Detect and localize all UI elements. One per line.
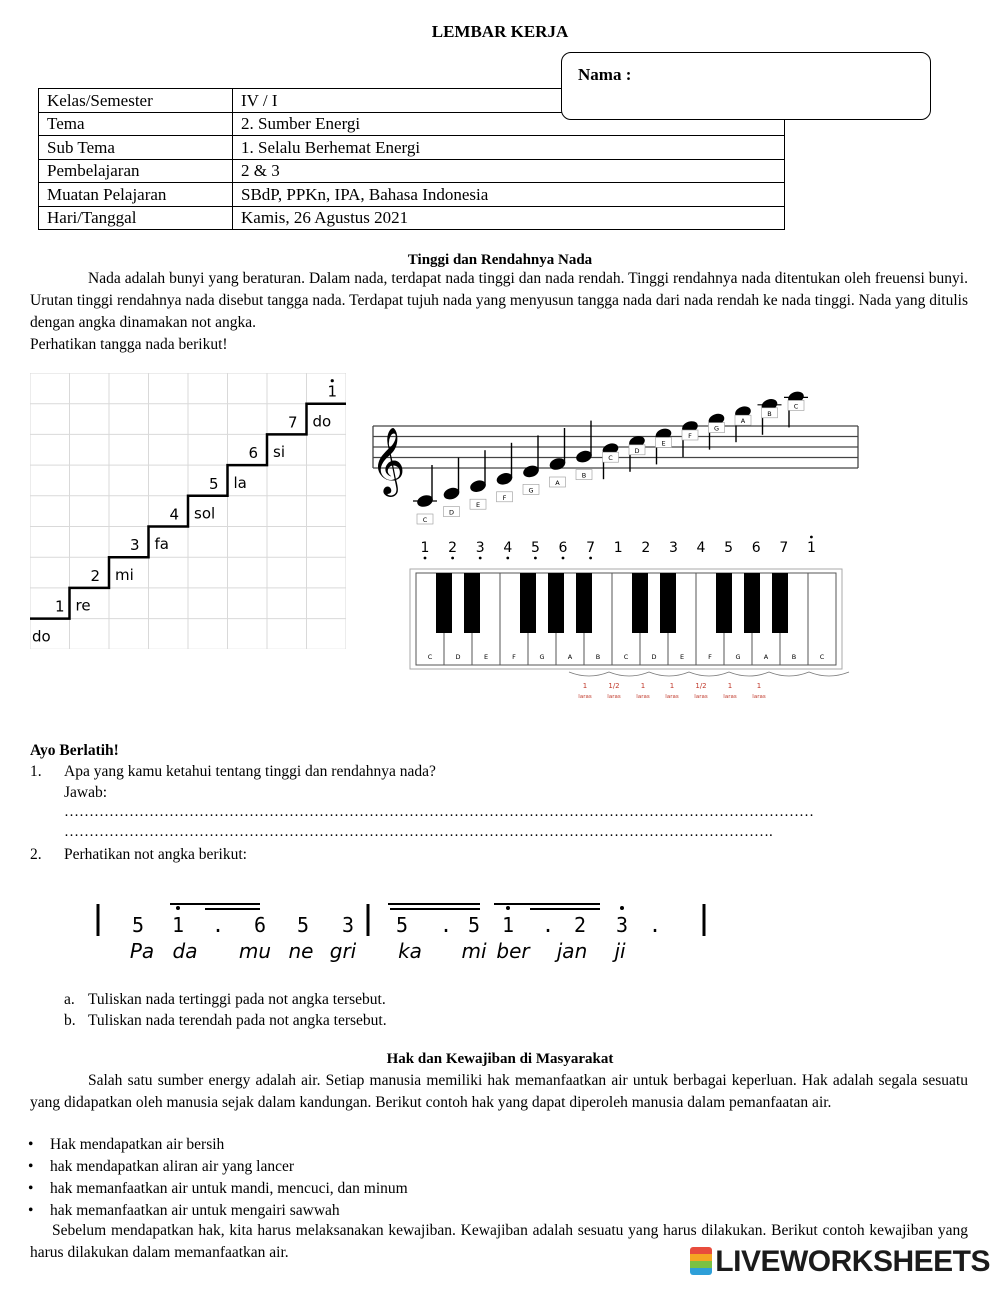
stair-number: 5 bbox=[208, 474, 219, 493]
info-value: Kamis, 26 Agustus 2021 bbox=[233, 206, 785, 230]
q1-number: 1. bbox=[30, 763, 42, 780]
treble-clef-icon: 𝄞 bbox=[371, 426, 406, 494]
info-label: Pembelajaran bbox=[39, 159, 233, 183]
interval-value: 1/2 bbox=[608, 682, 620, 690]
staff-piano-figure bbox=[363, 380, 871, 710]
interval-value: 1/2 bbox=[695, 682, 707, 690]
lyric-syllable: ne bbox=[288, 939, 314, 963]
interval-value: 1 bbox=[669, 682, 675, 690]
stair-syllable: do bbox=[312, 412, 332, 431]
section1-instruction: Perhatikan tangga nada berikut! bbox=[30, 336, 228, 353]
solfege-staircase bbox=[30, 373, 346, 649]
notation-note: 5 bbox=[395, 913, 409, 937]
interval-unit: laras bbox=[578, 694, 592, 700]
stair-syllable: la bbox=[233, 473, 247, 492]
lyric-syllable: ji bbox=[614, 939, 626, 963]
staff-note-label: C bbox=[793, 402, 799, 411]
section1-heading: Tinggi dan Rendahnya Nada bbox=[407, 252, 593, 268]
info-label: Kelas/Semester bbox=[39, 89, 233, 113]
notation-note: 5 bbox=[131, 913, 145, 937]
answer-label: Jawab: bbox=[64, 784, 108, 801]
interval-value: 1 bbox=[640, 682, 646, 690]
staff-note-label: F bbox=[502, 493, 507, 502]
interval-value: 1 bbox=[727, 682, 733, 690]
piano-keyboard bbox=[410, 569, 842, 669]
notation-note: 3 bbox=[341, 913, 355, 937]
staff-note-label: B bbox=[581, 471, 587, 480]
stair-number: 6 bbox=[248, 444, 259, 463]
stair-number: 1 bbox=[54, 597, 65, 616]
interval-value: 1 bbox=[756, 682, 762, 690]
notation-note: 3 bbox=[615, 913, 629, 937]
black-key bbox=[632, 573, 648, 633]
black-key bbox=[744, 573, 760, 633]
section1-paragraph: Nada adalah bunyi yang beraturan. Dalam nada, terdapat nada tinggi dan nada rendah. Tinggi rendahnya nada ditentukan oleh freuensi bunyi. Urutan tinggi rendahnya nada disebut tangga nada. Terdapat tujuh nada yang menyusun tangga nada dari nada rendah ke nada tinggi. Nada yang ditulis dengan angka dinamakan not angka. bbox=[30, 270, 968, 331]
stair-syllable: do bbox=[32, 627, 51, 646]
piano-number: 6 bbox=[558, 540, 568, 556]
black-key bbox=[464, 573, 480, 633]
piano-key-label: F bbox=[512, 653, 516, 661]
lyric-syllable: mu bbox=[238, 939, 272, 963]
piano-key-label: G bbox=[539, 653, 545, 661]
stair-number: 1 bbox=[327, 382, 338, 401]
piano-key-label: C bbox=[819, 653, 825, 661]
black-key bbox=[520, 573, 536, 633]
interval-unit: laras bbox=[723, 694, 737, 700]
info-value: 2. Sumber Energi bbox=[233, 112, 785, 136]
name-label: Nama : bbox=[578, 65, 632, 84]
interval-unit: laras bbox=[607, 694, 621, 700]
staff-note-label: C bbox=[608, 454, 613, 463]
staff-note-label: E bbox=[661, 439, 666, 448]
interval-unit: laras bbox=[752, 694, 766, 700]
lyric-syllable: Pa bbox=[129, 939, 155, 963]
interval-labels bbox=[569, 672, 849, 700]
q2b-letter: b. bbox=[64, 1012, 76, 1029]
piano-number: 5 bbox=[530, 540, 540, 556]
piano-number: 4 bbox=[696, 540, 706, 556]
lyric-syllable: jan bbox=[556, 939, 588, 963]
piano-number: 4 bbox=[503, 540, 513, 556]
music-staff bbox=[371, 390, 858, 524]
piano-number: 1 bbox=[420, 540, 430, 556]
q2-text: Perhatikan not angka berikut: bbox=[64, 846, 247, 863]
notation-note: 2 bbox=[573, 913, 587, 937]
piano-key-label: D bbox=[455, 653, 461, 661]
notation-note: . bbox=[439, 913, 453, 937]
q1-text: Apa yang kamu ketahui tentang tinggi dan rendahnya nada? bbox=[64, 763, 436, 780]
interval-unit: laras bbox=[636, 694, 650, 700]
white-key bbox=[808, 573, 836, 665]
logo-mark-icon bbox=[690, 1247, 712, 1275]
info-label: Sub Tema bbox=[39, 136, 233, 160]
staff-note-label: G bbox=[528, 486, 534, 495]
exercise-heading: Ayo Berlatih! bbox=[30, 742, 119, 759]
q2a-letter: a. bbox=[64, 991, 75, 1008]
list-item: • hak memanfaatkan air untuk mengairi sawwah bbox=[26, 1200, 926, 1222]
section2-closing: Sebelum mendapatkan hak, kita harus melaksanakan kewajiban. Kewajiban adalah sesuatu yang harus dilakukan. Berikut contoh kewajiban yang harus dilakukan dalam memanfaatkan air. bbox=[30, 1222, 968, 1261]
info-value: IV / I bbox=[233, 89, 785, 113]
piano-number: 2 bbox=[448, 540, 458, 556]
table-row bbox=[39, 136, 785, 160]
stair-syllable: si bbox=[273, 443, 285, 462]
section2-paragraph: Salah satu sumber energy adalah air. Setiap manusia memiliki hak memanfaatkan air untuk berbagai keperluan. Hak adalah segala sesuatu yang didapatkan oleh manusia sejak dalam kandungan. Berikut contoh hak yang dapat diperoleh manusia dalam pemanfaatan air. bbox=[30, 1072, 968, 1111]
stair-number: 3 bbox=[129, 536, 140, 555]
number-notation bbox=[90, 890, 720, 970]
piano-number: 5 bbox=[724, 540, 734, 556]
info-label: Hari/Tanggal bbox=[39, 206, 233, 230]
piano-number: 2 bbox=[641, 540, 651, 556]
page-title: LEMBAR KERJA bbox=[431, 22, 569, 41]
notation-note: 5 bbox=[296, 913, 310, 937]
lyric-syllable: mi bbox=[461, 939, 487, 963]
q2a-text: Tuliskan nada tertinggi pada not angka tersebut. bbox=[88, 991, 386, 1008]
list-item: • hak mendapatkan aliran air yang lancer bbox=[26, 1156, 926, 1178]
list-item: • Hak mendapatkan air bersih bbox=[26, 1134, 926, 1156]
logo-text: LIVEWORKSHEETS bbox=[715, 1245, 990, 1278]
piano-number: 7 bbox=[779, 540, 789, 556]
interval-unit: laras bbox=[694, 694, 708, 700]
piano-number: 7 bbox=[586, 540, 596, 556]
piano-key-label: F bbox=[708, 653, 712, 661]
piano-key-label: B bbox=[595, 653, 601, 661]
info-value: 2 & 3 bbox=[233, 159, 785, 183]
piano-key-label: E bbox=[483, 653, 489, 661]
answer-line-2[interactable]: ……………………………………………………………………………………………………………………………. bbox=[64, 824, 773, 840]
piano-key-label: A bbox=[763, 653, 769, 661]
table-row bbox=[39, 206, 785, 230]
piano-number: 1 bbox=[806, 540, 816, 556]
black-key bbox=[548, 573, 564, 633]
staff-note-label: F bbox=[688, 432, 692, 440]
rights-list bbox=[26, 1134, 926, 1222]
staff-note-label: G bbox=[713, 424, 720, 433]
notation-note: . bbox=[541, 913, 555, 937]
black-key bbox=[576, 573, 592, 633]
stair-syllable: re bbox=[75, 596, 91, 615]
info-label: Tema bbox=[39, 112, 233, 136]
stair-number: 4 bbox=[169, 505, 180, 524]
lyric-syllable: gri bbox=[329, 939, 357, 963]
staff-note-label: D bbox=[634, 446, 640, 455]
table-row bbox=[39, 159, 785, 183]
table-row bbox=[39, 183, 785, 207]
name-box[interactable] bbox=[561, 52, 931, 120]
notation-note: 6 bbox=[253, 913, 267, 937]
section2-heading: Hak dan Kewajiban di Masyarakat bbox=[386, 1051, 614, 1067]
black-key bbox=[772, 573, 788, 633]
interval-value: 1 bbox=[582, 682, 588, 690]
notation-note: 5 bbox=[467, 913, 481, 937]
piano-key-label: C bbox=[427, 653, 433, 661]
piano-number: 3 bbox=[475, 540, 485, 556]
piano-key-label: A bbox=[567, 653, 573, 661]
lyric-syllable: da bbox=[172, 939, 198, 963]
lyric-syllable: ka bbox=[398, 939, 422, 963]
info-value: 1. Selalu Berhemat Energi bbox=[233, 136, 785, 160]
info-label: Muatan Pelajaran bbox=[39, 183, 233, 207]
liveworksheets-logo[interactable] bbox=[690, 1245, 990, 1279]
stair-number: 2 bbox=[90, 566, 101, 585]
stair-syllable: fa bbox=[154, 535, 169, 554]
black-key bbox=[436, 573, 452, 633]
piano-key-label: B bbox=[791, 653, 797, 661]
piano-number: 3 bbox=[668, 540, 678, 556]
stair-syllable: mi bbox=[115, 565, 134, 584]
piano-number: 6 bbox=[751, 540, 761, 556]
notation-note: 1 bbox=[171, 913, 185, 937]
piano-key-label: D bbox=[651, 653, 657, 661]
info-value: SBdP, PPKn, IPA, Bahasa Indonesia bbox=[233, 183, 785, 207]
stair-number: 7 bbox=[287, 413, 298, 432]
answer-line-1[interactable]: …………………………………………………………………………………………………………………………………… bbox=[64, 804, 814, 820]
piano-key-label: E bbox=[679, 653, 685, 661]
black-key bbox=[716, 573, 732, 633]
notation-note: 1 bbox=[501, 913, 515, 937]
interval-unit: laras bbox=[665, 694, 679, 700]
staff-note-label: A bbox=[555, 479, 560, 487]
piano-number-row bbox=[421, 536, 816, 560]
notation-note: . bbox=[211, 913, 225, 937]
staff-note-label: D bbox=[448, 508, 455, 517]
list-item: • hak memanfaatkan air untuk mandi, mencuci, dan minum bbox=[26, 1178, 926, 1200]
piano-key-label: G bbox=[735, 653, 741, 661]
black-key bbox=[660, 573, 676, 633]
staff-note-label: B bbox=[767, 409, 772, 418]
staff-note-label: A bbox=[740, 417, 746, 426]
stair-syllable: sol bbox=[194, 504, 216, 523]
notation-note: . bbox=[648, 913, 662, 937]
lyric-syllable: ber bbox=[496, 939, 530, 963]
staff-note-label: E bbox=[475, 501, 481, 510]
q2b-text: Tuliskan nada terendah pada not angka tersebut. bbox=[88, 1012, 387, 1029]
staff-note-label: C bbox=[422, 516, 428, 524]
piano-number: 1 bbox=[613, 540, 623, 556]
piano-key-label: C bbox=[623, 653, 629, 661]
q2-number: 2. bbox=[30, 846, 42, 863]
